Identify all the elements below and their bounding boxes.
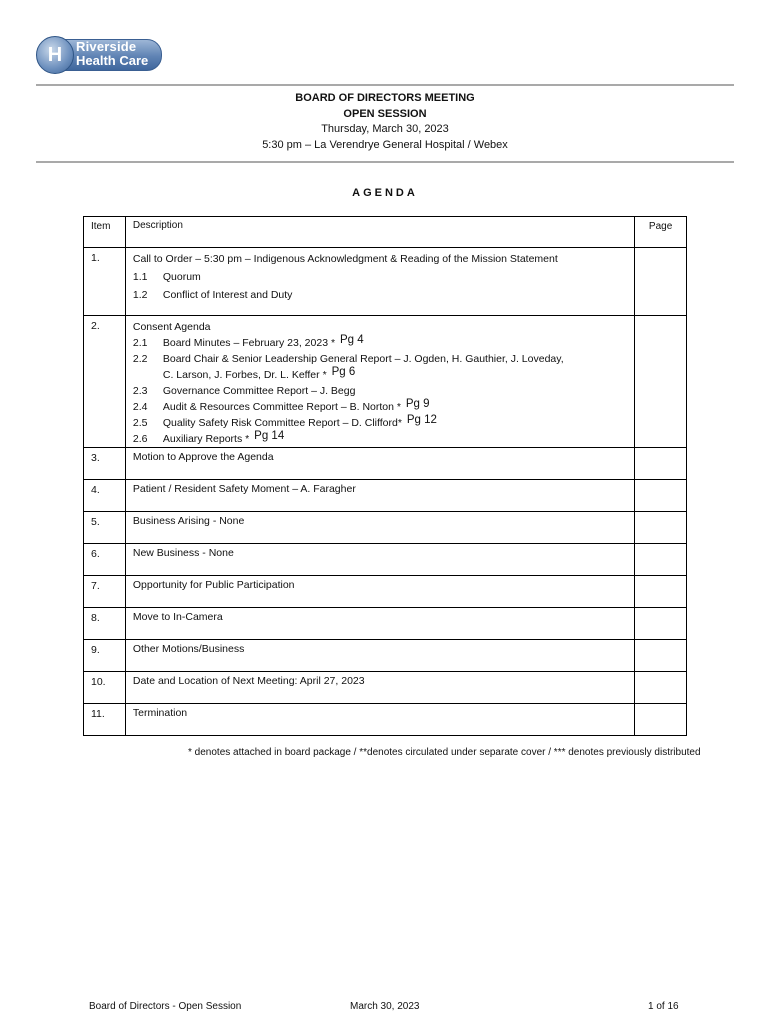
item-number: 3. — [84, 448, 126, 480]
item-number: 9. — [84, 640, 126, 672]
meeting-date: Thursday, March 30, 2023 — [321, 123, 449, 135]
item-title: Consent Agenda — [132, 321, 211, 333]
page-cell — [635, 672, 687, 704]
item-number: 7. — [84, 576, 126, 608]
page-ref: Pg 12 — [406, 414, 437, 426]
table-row — [84, 480, 687, 512]
top-divider — [36, 84, 734, 86]
sub-item: 2.3 Governance Committee Report – J. Begg — [132, 385, 356, 397]
header-divider — [36, 161, 734, 163]
page-ref: Pg 9 — [405, 398, 430, 410]
meeting-time-location: 5:30 pm – La Verendrye General Hospital / Webex — [262, 139, 508, 151]
item-title: Date and Location of Next Meeting: April 27, 2023 — [125, 672, 634, 704]
table-row — [84, 608, 687, 640]
logo-mark: H — [36, 36, 74, 74]
item-title: New Business - None — [125, 544, 634, 576]
page-cell — [635, 608, 687, 640]
sub-item: 2.5 Quality Safety Risk Committee Report – D. Clifford* Pg 12 — [132, 414, 437, 429]
item-title: Business Arising - None — [125, 512, 634, 544]
page-cell — [635, 576, 687, 608]
item-number: 2. — [84, 316, 126, 448]
page-number: 1 of 16 — [648, 1001, 679, 1012]
table-row — [84, 640, 687, 672]
page-cell — [635, 480, 687, 512]
meeting-title: BOARD OF DIRECTORS MEETING — [295, 92, 475, 104]
item-title: Move to In-Camera — [125, 608, 634, 640]
sub-item: 2.6 Auxiliary Reports * Pg 14 — [132, 430, 285, 445]
sub-item: 1.1 Quorum — [132, 271, 201, 283]
footer-left: Board of Directors - Open Session — [89, 1001, 242, 1012]
table-row — [84, 672, 687, 704]
table-row — [84, 512, 687, 544]
page-cell — [635, 448, 687, 480]
item-number: 8. — [84, 608, 126, 640]
item-description — [125, 316, 634, 448]
item-number: 11. — [84, 704, 126, 736]
col-description-header: Description — [125, 217, 634, 248]
col-item-header: Item — [84, 217, 126, 248]
table-row — [84, 704, 687, 736]
page-cell — [635, 512, 687, 544]
page-cell — [635, 704, 687, 736]
item-number: 10. — [84, 672, 126, 704]
item-title: Patient / Resident Safety Moment – A. Faragher — [125, 480, 634, 512]
footer-date: March 30, 2023 — [350, 1001, 420, 1012]
item-number: 5. — [84, 512, 126, 544]
agenda-table — [83, 216, 687, 736]
item-number: 4. — [84, 480, 126, 512]
page-cell — [635, 248, 687, 316]
item-number: 1. — [84, 248, 126, 316]
item-title: Termination — [125, 704, 634, 736]
sub-item-continuation: C. Larson, J. Forbes, Dr. L. Keffer * Pg 6 — [162, 366, 356, 381]
page-ref: Pg 4 — [339, 334, 364, 346]
page-cell — [635, 316, 687, 448]
item-title: Opportunity for Public Participation — [125, 576, 634, 608]
table-row — [84, 544, 687, 576]
session-title: OPEN SESSION — [343, 108, 427, 120]
page-ref: Pg 6 — [331, 366, 356, 378]
sub-item: 1.2 Conflict of Interest and Duty — [132, 289, 293, 301]
col-page-header: Page — [635, 217, 687, 248]
logo-line2: Health Care — [76, 53, 149, 68]
page-cell — [635, 544, 687, 576]
sub-item: 2.2 Board Chair & Senior Leadership General Report – J. Ogden, H. Gauthier, J. Loveday, — [132, 353, 564, 365]
item-title: Call to Order – 5:30 pm – Indigenous Acknowledgment & Reading of the Mission Statement — [132, 253, 558, 265]
table-row — [84, 316, 687, 448]
item-number: 6. — [84, 544, 126, 576]
item-title: Motion to Approve the Agenda — [125, 448, 634, 480]
table-row — [84, 576, 687, 608]
sub-item: 2.1 Board Minutes – February 23, 2023 * Pg 4 — [132, 334, 364, 349]
item-title: Other Motions/Business — [125, 640, 634, 672]
page-cell — [635, 640, 687, 672]
table-row — [84, 448, 687, 480]
sub-item: 2.4 Audit & Resources Committee Report – B. Norton * Pg 9 — [132, 398, 430, 413]
item-description — [125, 248, 634, 316]
table-header-row — [84, 217, 687, 248]
logo-line1: Riverside — [76, 39, 137, 54]
agenda-heading: AGENDA — [352, 187, 418, 199]
table-row — [84, 248, 687, 316]
footnote: * denotes attached in board package / **denotes circulated under separate cover / *** denotes previously distributed — [188, 747, 701, 758]
logo — [36, 36, 162, 74]
page-ref: Pg 14 — [254, 430, 285, 442]
